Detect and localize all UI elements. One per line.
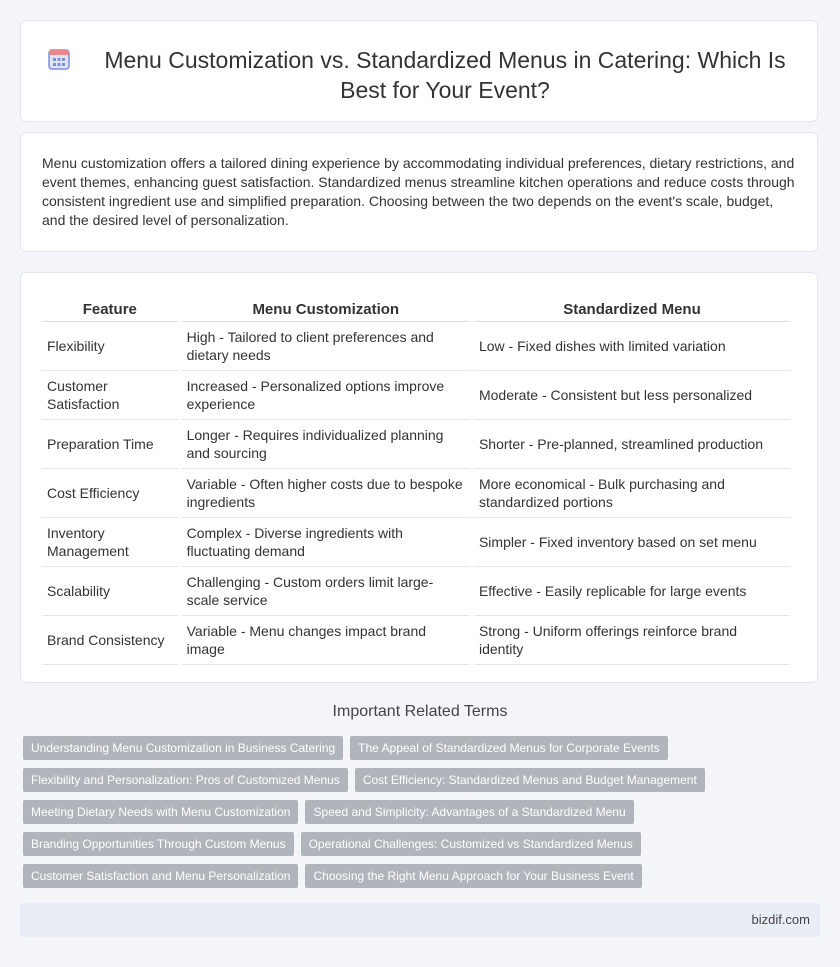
related-terms-list bbox=[23, 736, 823, 896]
related-term-tag[interactable]: Branding Opportunities Through Custom Menus bbox=[23, 832, 294, 856]
standardized-cell: Low - Fixed dishes with limited variation bbox=[474, 322, 790, 371]
calendar-icon bbox=[47, 47, 71, 71]
table-row bbox=[42, 322, 790, 371]
comparison-table-card bbox=[20, 272, 818, 683]
standardized-cell: Effective - Easily replicable for large events bbox=[474, 567, 790, 616]
table-row bbox=[42, 371, 790, 420]
related-term-tag[interactable]: Cost Efficiency: Standardized Menus and Budget Management bbox=[355, 768, 705, 792]
tag-row bbox=[23, 832, 823, 856]
title-card bbox=[20, 20, 818, 122]
page-title: Menu Customization vs. Standardized Menus in Catering: Which Is Best for Your Event? bbox=[104, 47, 786, 103]
customization-cell: Challenging - Custom orders limit large-scale service bbox=[182, 567, 470, 616]
feature-cell: Cost Efficiency bbox=[42, 469, 178, 518]
feature-cell: Inventory Management bbox=[42, 518, 178, 567]
tag-row bbox=[23, 736, 823, 760]
comparison-table bbox=[38, 295, 794, 665]
customization-cell: High - Tailored to client preferences and dietary needs bbox=[182, 322, 470, 371]
customization-cell: Increased - Personalized options improve experience bbox=[182, 371, 470, 420]
standardized-cell: Moderate - Consistent but less personalized bbox=[474, 371, 790, 420]
column-header-feature: Feature bbox=[42, 295, 178, 322]
related-term-tag[interactable]: Speed and Simplicity: Advantages of a Standardized Menu bbox=[305, 800, 633, 824]
standardized-cell: More economical - Bulk purchasing and standardized portions bbox=[474, 469, 790, 518]
table-row bbox=[42, 420, 790, 469]
footer-site-link[interactable]: bizdif.com bbox=[751, 912, 810, 927]
feature-cell: Preparation Time bbox=[42, 420, 178, 469]
related-term-tag[interactable]: Operational Challenges: Customized vs Standardized Menus bbox=[301, 832, 641, 856]
table-row bbox=[42, 567, 790, 616]
tag-row bbox=[23, 800, 823, 824]
related-terms-title: Important Related Terms bbox=[332, 703, 508, 720]
customization-cell: Longer - Requires individualized planning and sourcing bbox=[182, 420, 470, 469]
feature-cell: Scalability bbox=[42, 567, 178, 616]
customization-cell: Variable - Often higher costs due to bespoke ingredients bbox=[182, 469, 470, 518]
standardized-cell: Shorter - Pre-planned, streamlined production bbox=[474, 420, 790, 469]
feature-cell: Customer Satisfaction bbox=[42, 371, 178, 420]
related-term-tag[interactable]: Customer Satisfaction and Menu Personalization bbox=[23, 864, 298, 888]
column-header-customization: Menu Customization bbox=[182, 295, 470, 322]
standardized-cell: Strong - Uniform offerings reinforce brand identity bbox=[474, 616, 790, 665]
related-term-tag[interactable]: Understanding Menu Customization in Business Catering bbox=[23, 736, 343, 760]
intro-card bbox=[20, 132, 818, 252]
table-row bbox=[42, 518, 790, 567]
feature-cell: Flexibility bbox=[42, 322, 178, 371]
tag-row bbox=[23, 768, 823, 792]
related-term-tag[interactable]: The Appeal of Standardized Menus for Corporate Events bbox=[350, 736, 668, 760]
column-header-standardized: Standardized Menu bbox=[474, 295, 790, 322]
intro-paragraph: Menu customization offers a tailored dining experience by accommodating individual preferences, dietary restrictions, and event themes, enhancing guest satisfaction. Standardized menus streamline kitchen operations and reduce costs through consistent ingredient use and simplified preparation. Choosing between the two depends on the event's scale, budget, and the desired level of personalization. bbox=[42, 155, 795, 228]
feature-cell: Brand Consistency bbox=[42, 616, 178, 665]
customization-cell: Complex - Diverse ingredients with fluctuating demand bbox=[182, 518, 470, 567]
standardized-cell: Simpler - Fixed inventory based on set menu bbox=[474, 518, 790, 567]
related-term-tag[interactable]: Flexibility and Personalization: Pros of Customized Menus bbox=[23, 768, 348, 792]
footer bbox=[20, 903, 820, 937]
table-header-row bbox=[42, 295, 790, 322]
table-row bbox=[42, 616, 790, 665]
related-term-tag[interactable]: Meeting Dietary Needs with Menu Customization bbox=[23, 800, 298, 824]
related-term-tag[interactable]: Choosing the Right Menu Approach for Your Business Event bbox=[305, 864, 641, 888]
tag-row bbox=[23, 864, 823, 888]
customization-cell: Variable - Menu changes impact brand image bbox=[182, 616, 470, 665]
table-row bbox=[42, 469, 790, 518]
